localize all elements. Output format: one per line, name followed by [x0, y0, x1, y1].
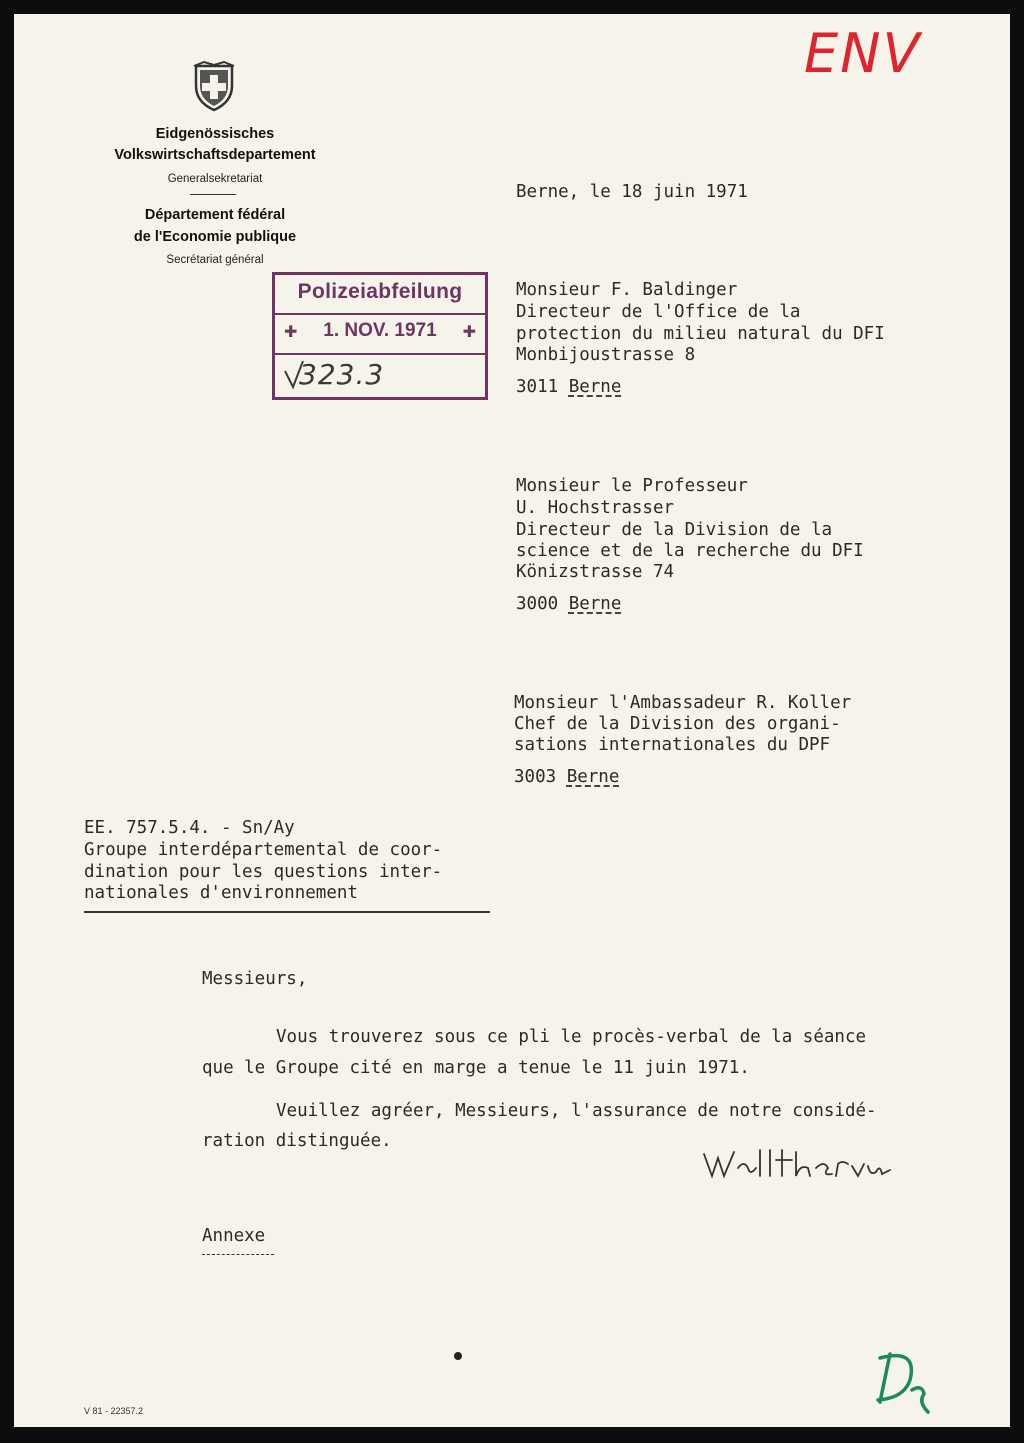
reference-underline	[84, 911, 490, 913]
handwritten-initials	[874, 1346, 938, 1418]
recipient-2-line-2: U. Hochstrasser	[516, 498, 675, 518]
footer-form-code: V 81 - 22357.2	[84, 1406, 144, 1416]
body-paragraph-1-line-1: Vous trouverez sous ce pli le procès-verbal de la séance	[276, 1027, 867, 1047]
salutation: Messieurs,	[202, 969, 308, 989]
recipient-1-line-4: Monbijoustrasse 8	[516, 345, 696, 365]
stamp-title: Polizeiabfeilung	[297, 280, 463, 303]
recipient-3-city: Berne	[566, 767, 620, 787]
body-paragraph-2-line-2: ration distinguée.	[202, 1131, 392, 1151]
letterhead-department-de-2: Volkswirtschaftsdepartement	[114, 147, 316, 163]
reference-subject-line-3: nationales d'environnement	[84, 883, 358, 903]
letterhead-secretariat-de: Generalsekretariat	[167, 173, 263, 185]
letterhead-department-de: Eidgenössisches	[155, 126, 275, 142]
reference-code: EE. 757.5.4. - Sn/Ay	[84, 818, 295, 838]
recipient-2-address	[516, 594, 621, 615]
stamp-date: 1. NOV. 1971	[323, 320, 437, 341]
swiss-coat-of-arms-logo	[190, 60, 238, 112]
recipient-1-address	[516, 377, 621, 398]
enclosure-underline	[202, 1254, 274, 1255]
date-line: Berne, le 18 juin 1971	[516, 182, 748, 202]
letterhead-department-fr: Département fédéral	[144, 207, 286, 223]
body-paragraph-2-line-1: Veuillez agréer, Messieurs, l'assurance de notre considé-	[276, 1101, 877, 1121]
letterhead-secretariat-fr: Secrétariat général	[166, 254, 264, 266]
recipient-2-line-4: science et de la recherche du DFI	[516, 541, 864, 561]
recipient-3-line-2: Chef de la Division des organi-	[514, 714, 841, 734]
recipient-3-address	[514, 767, 619, 788]
enclosure-label: Annexe	[202, 1226, 266, 1246]
reference-subject-line-1: Groupe interdépartemental de coor-	[84, 840, 443, 860]
letterhead-department-fr-2: de l'Economie publique	[133, 229, 297, 245]
recipient-3-line-3: sations internationales du DPF	[514, 735, 831, 755]
stamp-cross-icon: ✚	[284, 324, 298, 341]
received-stamp	[272, 272, 488, 400]
recipient-1-line-1: Monsieur F. Baldinger	[516, 280, 738, 300]
recipient-3-line-1: Monsieur l'Ambassadeur R. Koller	[514, 693, 852, 713]
letterhead-divider	[190, 194, 236, 195]
reference-subject-line-2: dination pour les questions inter-	[84, 862, 443, 882]
recipient-2-line-1: Monsieur le Professeur	[516, 476, 748, 496]
recipient-2-line-5: Könizstrasse 74	[516, 562, 675, 582]
recipient-1-line-3: protection du milieu natural du DFI	[516, 324, 885, 344]
recipient-1-city: Berne	[568, 377, 622, 397]
punch-mark	[454, 1352, 462, 1360]
recipient-2-city: Berne	[568, 594, 622, 614]
recipient-3-postcode: 3003	[514, 767, 557, 787]
recipient-2-postcode: 3000	[516, 594, 559, 614]
body-paragraph-1-line-2: que le Groupe cité en marge a tenue le 11 juin 1971.	[202, 1058, 750, 1078]
handwritten-signature	[700, 1146, 896, 1182]
stamp-cross-icon: ✚	[462, 324, 476, 341]
recipient-1-line-2: Directeur de l'Office de la	[516, 302, 801, 322]
letter-page	[14, 14, 1010, 1427]
recipient-2-line-3: Directeur de la Division de la	[516, 520, 833, 540]
recipient-1-postcode: 3011	[516, 377, 559, 397]
env-handwritten-annotation: ENV	[804, 22, 922, 85]
stamp-number: 323.3	[299, 358, 385, 391]
